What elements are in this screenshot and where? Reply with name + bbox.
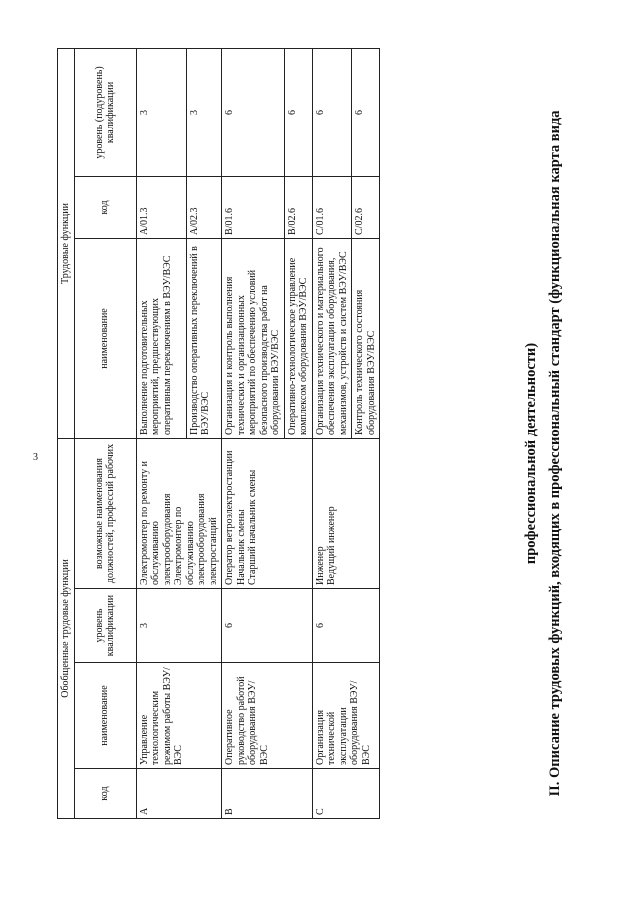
header-labor-functions: Трудовые функции (58, 48, 75, 438)
group-code: A (136, 769, 222, 819)
function-name: Оперативно-технологическое управление комплексом оборудования ВЭУ/ВЭС (284, 238, 312, 438)
header-name: наименование (74, 663, 136, 769)
function-code: C/01.6 (312, 176, 352, 238)
group-name: Управление технологическим режимом работы ВЭУ/ВЭС (136, 663, 222, 769)
section-title-line1: II. Описание трудовых функций, входящих в профессиональный стандарт (функциональная карта вида (547, 110, 563, 797)
group-positions: Оператор ветроэлектростанции Начальник смены Старший начальник смены (222, 438, 313, 588)
function-level: 6 (312, 48, 352, 176)
group-code: C (312, 769, 380, 819)
function-code: A/01.3 (136, 176, 186, 238)
table-row (222, 48, 285, 818)
group-positions: Инженер Ведущий инженер (312, 438, 380, 588)
function-level: 6 (284, 48, 312, 176)
functional-map-table (57, 48, 380, 819)
function-code: B/01.6 (222, 176, 285, 238)
function-level: 3 (136, 48, 186, 176)
header-lf-level: уровень (подуровень) квалификации (74, 48, 136, 176)
function-name: Контроль технического состояния оборудования ВЭУ/ВЭС (352, 238, 380, 438)
group-level: 6 (222, 589, 313, 663)
function-name: Производство оперативных переключений в ВЭУ/ВЭС (186, 238, 221, 438)
function-name: Организация технического и материального обеспечения эксплуатации оборудования, механизмов, устройств и систем ВЭУ/ВЭС (312, 238, 352, 438)
header-level: уровень квалификации (74, 589, 136, 663)
group-level: 3 (136, 589, 222, 663)
header-lf-code: код (74, 176, 136, 238)
header-lf-name: наименование (74, 238, 136, 438)
header-generalized: Обобщенные трудовые функции (58, 438, 75, 818)
page-number: 3 (33, 452, 38, 463)
group-level: 6 (312, 589, 380, 663)
function-name: Выполнение подготовительных мероприятий, предшествующих оперативным переключениям в ВЭУ/ВЭС (136, 238, 186, 438)
header-code: код (74, 769, 136, 819)
table-row (312, 48, 352, 818)
function-code: B/02.6 (284, 176, 312, 238)
function-code: C/02.6 (352, 176, 380, 238)
function-level: 6 (222, 48, 285, 176)
group-positions: Электромонтер по ремонту и обслуживанию электрооборудования Электромонтер по обслуживанию электрооборудования электростанций (136, 438, 222, 588)
function-level: 3 (186, 48, 221, 176)
header-row-2 (74, 48, 136, 818)
function-name: Организация и контроль выполнения технических и организационных мероприятий по обеспечению условий безопасного производства работ на оборудовании ВЭУ/ВЭС (222, 238, 285, 438)
group-code: B (222, 769, 313, 819)
section-title-line2: профессиональной деятельности) (523, 342, 539, 565)
table-row (136, 48, 186, 818)
header-row-1 (58, 48, 75, 818)
group-name: Оперативное руководство работой оборудования ВЭУ/ВЭС (222, 663, 313, 769)
header-positions: возможные наименования должностей, профессий рабочих (74, 438, 136, 588)
function-code: A/02.3 (186, 176, 221, 238)
function-level: 6 (352, 48, 380, 176)
group-name: Организация технической эксплуатации оборудования ВЭУ/ВЭС (312, 663, 380, 769)
